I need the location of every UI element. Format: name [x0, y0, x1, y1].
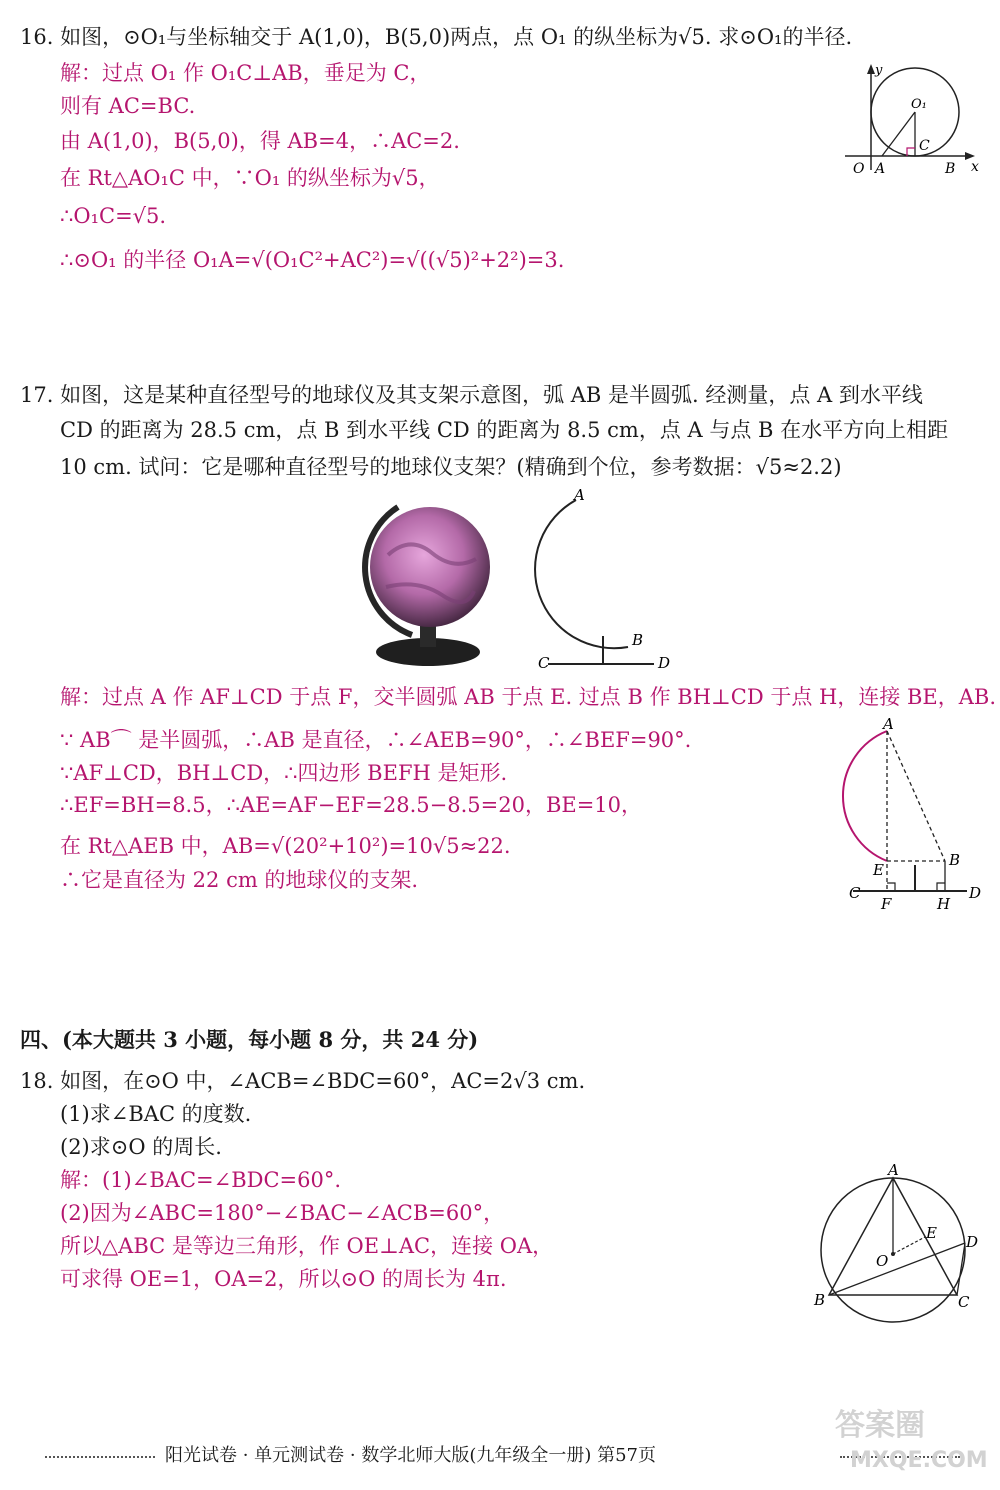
segment-oe — [893, 1237, 925, 1254]
q18-solution-line: (2)因为∠ABC=180°−∠BAC−∠ACB=60°， — [60, 1201, 505, 1225]
q17-solution-line: ∴它是直径为 22 cm 的地球仪的支架. — [60, 868, 419, 892]
q16-solution-line: ∴O₁C=√5. — [60, 204, 167, 228]
label-d: D — [966, 1233, 979, 1251]
segment-o1a — [882, 112, 915, 156]
label-y: y — [875, 63, 883, 78]
segment-dc — [957, 1243, 965, 1295]
q17-figure-solution — [845, 715, 985, 915]
globe-illustration — [358, 495, 498, 675]
q18-figure — [810, 1161, 990, 1315]
q18-solution-line: 可求得 OE=1，OA=2，所以⊙O 的周长为 4π. — [60, 1267, 507, 1291]
arc-ab — [843, 731, 887, 861]
section-heading: 四、(本大题共 3 小题，每小题 8 分，共 24 分) — [20, 1027, 479, 1052]
label-h: H — [937, 895, 951, 913]
q16-figure — [835, 60, 985, 180]
page-footer: 阳光试卷 · 单元测试卷 · 数学北师大版(九年级全一册) 第57页 — [165, 1445, 656, 1466]
label-o: O — [853, 161, 865, 177]
label-a: A — [883, 715, 894, 733]
q18-solution-line: 所以△ABC 是等边三角形，作 OE⊥AC，连接 OA， — [60, 1234, 554, 1258]
q17-solution-line: ∵ AB⌒ 是半圆弧，∴AB 是直径，∴∠AEB=90°，∴∠BEF=90°. — [60, 728, 692, 752]
q18-stem-line: 18. 如图，在⊙O 中，∠ACB=∠BDC=60°，AC=2√3 cm. — [20, 1069, 586, 1093]
right-angle-h — [937, 883, 945, 891]
q18-stem-line: (2)求⊙O 的周长. — [60, 1135, 222, 1159]
y-axis-arrow — [867, 64, 875, 74]
label-c: C — [849, 884, 861, 902]
q16-solution-line: 则有 AC=BC. — [60, 94, 196, 118]
right-angle-f — [887, 883, 895, 891]
q16-stem: 16. 如图，⊙O₁与坐标轴交于 A(1,0)，B(5,0)两点，点 O₁ 的纵坐标为√5. 求⊙O₁的半径. — [20, 25, 853, 49]
segment-ab — [887, 731, 945, 861]
label-d: D — [658, 654, 671, 672]
label-o1: O₁ — [911, 97, 927, 112]
segment-bd — [829, 1243, 965, 1295]
label-c: C — [538, 654, 550, 672]
label-f: F — [881, 895, 892, 913]
q18-stem-line: (1)求∠BAC 的度数. — [60, 1102, 252, 1126]
label-b: B — [814, 1291, 826, 1309]
arc-ab — [535, 500, 628, 648]
q16-solution-line: ∴⊙O₁ 的半径 O₁A=√(O₁C²+AC²)=√((√5)²+2²)=3. — [60, 248, 565, 272]
footer-rule-left — [45, 1456, 155, 1458]
label-x: x — [971, 159, 979, 175]
q17-figure-stand — [530, 488, 680, 673]
label-e: E — [926, 1224, 937, 1242]
label-c: C — [958, 1293, 970, 1311]
label-b: B — [632, 631, 644, 649]
label-a: A — [574, 486, 585, 504]
q17-stem-line: CD 的距离为 28.5 cm，点 B 到水平线 CD 的距离为 8.5 cm，点 A 与点 B 在水平方向上相距 — [60, 418, 949, 442]
q17-stem-line: 10 cm. 试问：它是哪种直径型号的地球仪支架？(精确到个位，参考数据：√5≈2.2) — [60, 455, 842, 479]
q17-solution-line: ∴EF=BH=8.5，∴AE=AF−EF=28.5−8.5=20，BE=10， — [60, 793, 643, 817]
point-o — [891, 1252, 895, 1256]
watermark-logo: 答案圈 — [835, 1408, 925, 1443]
q17-solution-line: ∵AF⊥CD，BH⊥CD，∴四边形 BEFH 是矩形. — [60, 761, 508, 785]
q17-solution-line: 解：过点 A 作 AF⊥CD 于点 F，交半圆弧 AB 于点 E. 过点 B 作 BH⊥CD 于点 H，连接 BE，AB. — [60, 685, 997, 709]
q16-solution-line: 解：过点 O₁ 作 O₁C⊥AB，垂足为 C， — [60, 61, 431, 85]
q16-solution-line: 在 Rt△AO₁C 中，∵O₁ 的纵坐标为√5， — [60, 166, 440, 190]
label-e: E — [873, 861, 884, 879]
label-b: B — [945, 161, 956, 177]
label-b: B — [949, 851, 961, 869]
watermark-url: MXQE.COM — [850, 1448, 988, 1473]
label-d: D — [969, 884, 982, 902]
q16-solution-line: 由 A(1,0)，B(5,0)，得 AB=4，∴AC=2. — [60, 129, 460, 153]
label-a: A — [875, 161, 886, 177]
label-o: O — [876, 1252, 889, 1270]
q18-solution-line: 解：(1)∠BAC=∠BDC=60°. — [60, 1168, 342, 1192]
label-a: A — [888, 1161, 899, 1179]
q17-stem-line: 17. 如图，这是某种直径型号的地球仪及其支架示意图，弧 AB 是半圆弧. 经测量，点 A 到水平线 — [20, 383, 923, 407]
label-c: C — [919, 138, 930, 154]
q17-solution-line: 在 Rt△AEB 中，AB=√(20²+10²)=10√5≈22. — [60, 834, 511, 858]
